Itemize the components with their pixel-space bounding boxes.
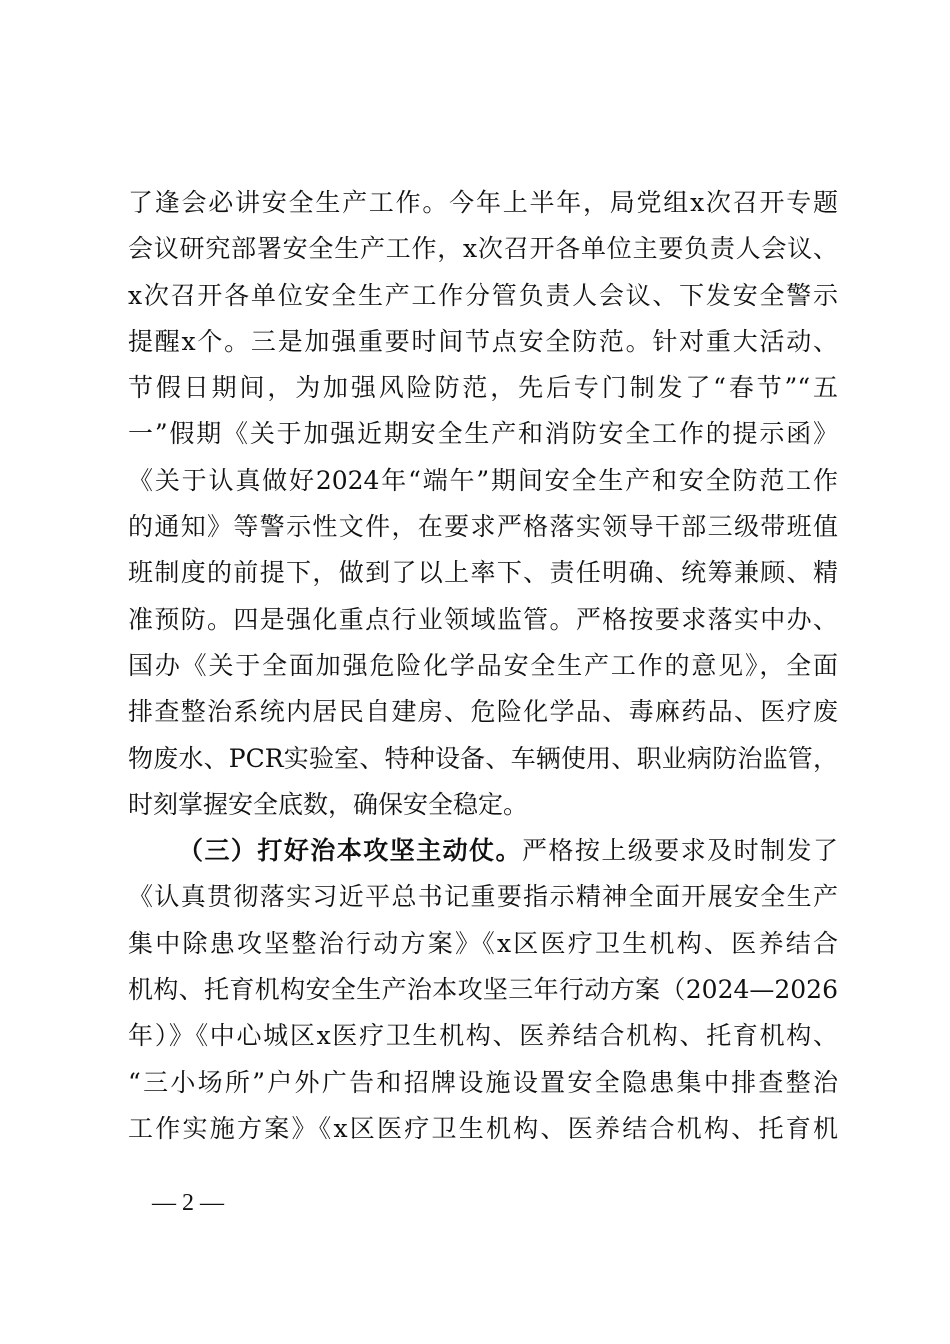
text-line: 工作实施方案》《x区医疗卫生机构、医养结合机构、托育机 — [128, 1113, 838, 1143]
section-heading-line — [128, 828, 838, 874]
text-line: 年）》《中心城区x医疗卫生机构、医养结合机构、托育机构、 — [128, 1021, 838, 1051]
text-line: 了逢会必讲安全生产工作。今年上半年，局党组x次召开专题 — [128, 188, 838, 217]
text-line: 物废水、PCR实验室、特种设备、车辆使用、职业病防治监管， — [128, 743, 838, 773]
section-heading: （三）打好治本攻坚主动仗。 — [178, 836, 522, 866]
text-line: 的通知》等警示性文件，在要求严格落实领导干部三级带班值 — [128, 512, 838, 542]
text-line: 班制度的前提下，做到了以上率下、责任明确、统筹兼顾、精 — [128, 558, 838, 588]
text-line: 《关于认真做好2024年“端午”期间安全生产和安全防范工作 — [128, 465, 838, 495]
text-line: 节假日期间，为加强风险防范，先后专门制发了“春节”“五 — [128, 373, 838, 403]
text-line: 一”假期《关于加强近期安全生产和消防安全工作的提示函》 — [128, 419, 838, 449]
text-line: 排查整治系统内居民自建房、危险化学品、毒麻药品、医疗废 — [128, 697, 838, 727]
text-line: 会议研究部署安全生产工作，x次召开各单位主要负责人会议、 — [128, 234, 838, 264]
text-line: 国办《关于全面加强危险化学品安全生产工作的意见》，全面 — [128, 650, 838, 680]
text-line: 准预防。四是强化重点行业领域监管。严格按要求落实中办、 — [128, 604, 838, 634]
text-line: 时刻掌握安全底数，确保安全稳定。 — [128, 789, 529, 819]
heading-line-rest: 严格按上级要求及时制发了 — [521, 836, 838, 866]
text-line: 《认真贯彻落实习近平总书记重要指示精神全面开展安全生产 — [128, 882, 838, 912]
text-line: 集中除患攻坚整治行动方案》《x区医疗卫生机构、医养结合 — [128, 928, 838, 958]
page-number: — 2 — — [152, 1190, 224, 1216]
text-line: 机构、托育机构安全生产治本攻坚三年行动方案（2024—2026 — [128, 975, 838, 1005]
text-line: “三小场所”户外广告和招牌设施设置安全隐患集中排查整治 — [128, 1067, 838, 1097]
text-line: x次召开各单位安全生产工作分管负责人会议、下发安全警示 — [128, 280, 838, 310]
text-line: 提醒x个。三是加强重要时间节点安全防范。针对重大活动、 — [128, 326, 838, 356]
body-text — [128, 180, 838, 1152]
